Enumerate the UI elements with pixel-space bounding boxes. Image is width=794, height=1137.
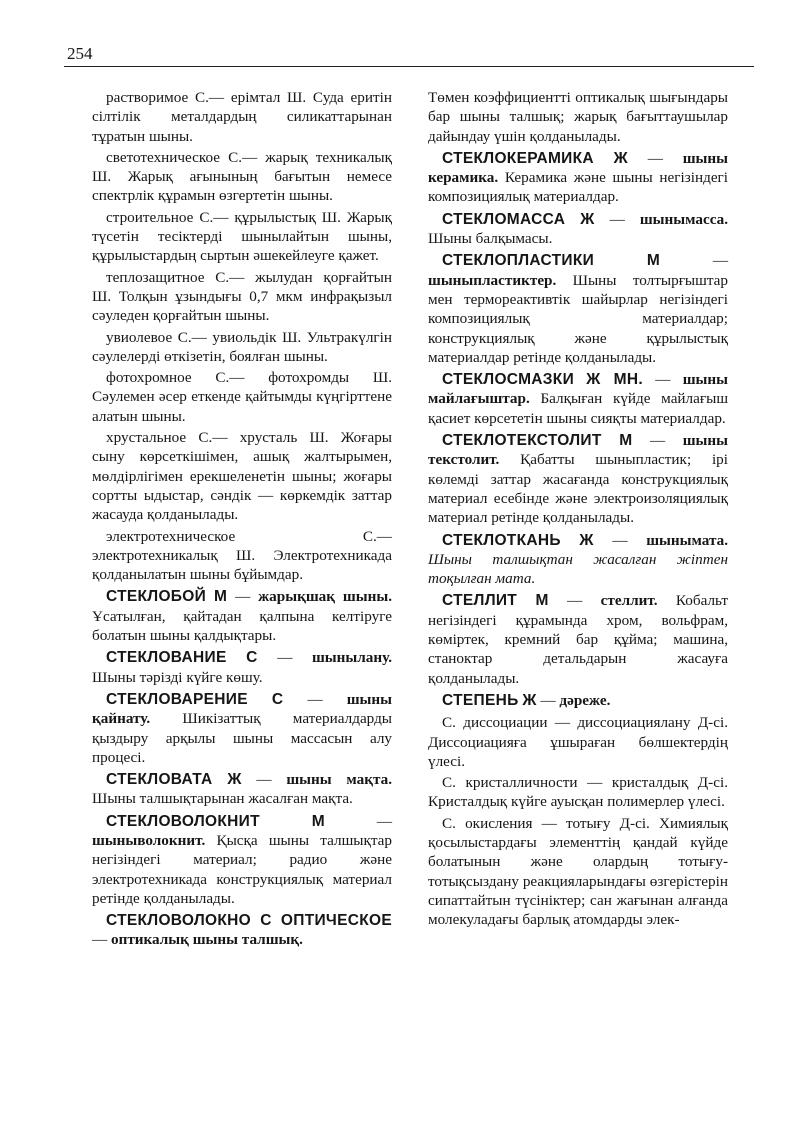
entry-text: Балқыған күйде майлағыш қасиет көрсететін шыны сияқты материалдар. bbox=[428, 390, 729, 427]
entry-gram: С bbox=[271, 690, 284, 708]
entry-text: С. кристалличности — кристалдық Д-сі. Кристалдық күйге ауысқан полимерлер үлесі. bbox=[428, 774, 728, 811]
entry-text: растворимое С.— ерімтал Ш. Суда еритін сілтілік металдардың силикаттарынан тұратын шыны. bbox=[92, 89, 392, 145]
entry-text: строительное С.— құрылыстық Ш. Жарық түсетін тесіктерді шынылайтын шыны, құрылыстардың сыртын әшекейлеуге қажет. bbox=[92, 208, 392, 265]
entry bbox=[92, 428, 392, 524]
entry bbox=[428, 713, 728, 771]
entry bbox=[92, 148, 392, 206]
dictionary-entry: СТЕКЛОВОЛОКНИТ М — шыныволокнит. Қысқа шыны талшықтар негізіндегі материал; радио және электротехникада конструкциялық материал ретінде қолданылады. bbox=[92, 812, 393, 907]
entry-gloss: шыны мақта. bbox=[286, 771, 392, 789]
dictionary-entry: СТЕКЛОСМАЗКИ Ж МН. — шыны майлағыштар. Балқыған күйде майлағыш қасиет көрсететін шыны сияқты материалдар. bbox=[428, 371, 729, 427]
dictionary-entry: СТЕКЛОБОЙ М — жарықшақ шыны. Ұсатылған, қайтадан қалпына келтіруге болатын шыны қалдықтары. bbox=[92, 588, 392, 645]
entry-gloss: шынылану. bbox=[311, 649, 393, 667]
entry-gloss: дәреже. bbox=[559, 691, 611, 709]
entry-text: С. диссоциации — диссоциациялану Д-сі. Диссоциацияға ұшыраған бөлшектердің үлесі. bbox=[428, 714, 728, 770]
entry-gloss: шыны текстолит. bbox=[428, 432, 729, 469]
dictionary-entry: СТЕКЛОПЛАСТИКИ М — шыныпластиктер. Шыны толтырғыштар мен термореактивтік шайырлар негізіндегі композициялық материалдар; конструкциялық және құрылыстық материалдар ретінде қолданылады. bbox=[428, 252, 728, 366]
entry-text: Шыны талшықтарынан жасалған мақта. bbox=[92, 790, 353, 808]
entry-text: электротехническое С.— электротехникалық Ш. Электротехникада қолданылатын шыны бұйымдар. bbox=[92, 527, 392, 584]
entry-text: Ұсатылған, қайтадан қалпына келтіруге болатын шыны қалдықтары. bbox=[92, 607, 392, 645]
entry-text: хрустальное С.— хрусталь Ш. Жоғары сыну көрсеткішімен, ашық жалтырымен, мөлдірлігімен ерекшеленетін шыны; жоғары сортты ыдыстар, сәндік — көркемдік заттар жасауда қолданылады. bbox=[92, 429, 392, 524]
entry-headword: СТЕЛЛИТ bbox=[442, 592, 518, 610]
entry-gram: С bbox=[246, 649, 258, 667]
entry-headword: СТЕКЛОСМАЗКИ bbox=[442, 371, 575, 389]
entry-text: Кобальт негізіндегі құрамында хром, вольфрам, көміртек, кремний бар құйма; машина, станоктар детальдарын жасауға қолданылады. bbox=[428, 592, 729, 687]
entry bbox=[428, 773, 728, 812]
entry-gloss: шыныпластиктер. bbox=[428, 271, 557, 289]
dictionary-entry: СТЕКЛОВАНИЕ С — шынылану. Шыны тәрізді күйге көшу. bbox=[92, 649, 393, 686]
entry-text: Шыны тәрізді күйге көшу. bbox=[92, 668, 263, 686]
entry-gram: Ж bbox=[579, 531, 594, 549]
entry bbox=[92, 328, 392, 367]
dictionary-entry: СТЕКЛОВАТА Ж — шыны мақта. Шыны талшықтарынан жасалған мақта. bbox=[92, 771, 392, 808]
entry-text: Шыны талшықтан жасалған жіптен тоқылған мата. bbox=[428, 550, 728, 588]
entry-gram: Ж bbox=[522, 691, 537, 709]
entry-gram: М bbox=[535, 592, 549, 610]
left-column bbox=[92, 88, 392, 953]
entry-text: теплозащитное С.— жылудан қорғайтын Ш. Толқын ұзындығы 0,7 мкм инфрақызыл сәуледен қорғайтын шыны. bbox=[92, 268, 392, 325]
entry bbox=[428, 88, 728, 146]
entry-gloss: шынымата. bbox=[646, 531, 729, 549]
entry-gram: Ж bbox=[580, 210, 595, 228]
entry-gloss: жарықшақ шыны. bbox=[258, 588, 392, 606]
entry bbox=[92, 527, 392, 585]
entry-gloss: оптикалық шыны талшық. bbox=[110, 931, 303, 949]
entry-text: Қабатты шыныпластик; ірі көлемді заттар жасағанда конструкциялық материал есебінде және электроизоляциялық материал ретінде қолданылады. bbox=[428, 451, 728, 527]
dictionary-entry: СТЕКЛОТКАНЬ Ж — шынымата. Шыны талшықтан жасалған жіптен тоқылған мата. bbox=[428, 531, 729, 588]
entry-headword: СТЕПЕНЬ bbox=[442, 691, 519, 709]
right-column bbox=[428, 88, 728, 931]
entry-gram: М bbox=[619, 432, 633, 450]
entry-headword: СТЕКЛОВОЛОКНИТ bbox=[106, 812, 260, 830]
dictionary-entry: СТЕКЛОМАССА Ж — шынымасса. Шыны балқымасы. bbox=[428, 210, 729, 248]
entry-headword: СТЕКЛОТКАНЬ bbox=[442, 531, 561, 549]
entry-text: С. окисления — тотығу Д-сі. Химиялық қосылыстардағы элементтің қандай күйде болатынын және олардың тотығу-тотықсыздану реакцияларындағы өзгерістерін сипаттайтын түсініктер; сан жағынан алғанда молекуладағы барлық атомдарды элек- bbox=[428, 814, 728, 929]
entry-text: Керамика және шыны негізіндегі композициялық материалдар. bbox=[428, 169, 729, 206]
dictionary-entry: СТЕКЛОВАРЕНИЕ С — шыны қайнату. Шикізаттық материалдарды қыздыру арқылы шыны массасын алу процесі. bbox=[92, 690, 393, 766]
entry-headword: СТЕКЛОВОЛОКНО С ОПТИЧЕСКОЕ bbox=[106, 912, 392, 930]
entry-headword: СТЕКЛОКЕРАМИКА bbox=[442, 149, 594, 167]
entry-headword: СТЕКЛОПЛАСТИКИ bbox=[442, 252, 595, 270]
entry-gram: Ж МН. bbox=[586, 371, 643, 389]
entry-gloss: шыны қайнату. bbox=[92, 690, 392, 728]
entry-gram: Ж bbox=[613, 149, 628, 167]
entry bbox=[92, 88, 392, 146]
entry-headword: СТЕКЛОВАТА bbox=[106, 771, 213, 789]
entry-gloss: шынымасса. bbox=[639, 210, 729, 228]
entry-text: Шикізаттық материалдарды қыздыру арқылы шыны массасын алу процесі. bbox=[92, 710, 393, 766]
entry-headword: СТЕКЛОВАНИЕ bbox=[106, 649, 227, 667]
entry-gloss: шыны майлағыштар. bbox=[428, 371, 728, 408]
entry-gram: М bbox=[646, 252, 661, 270]
entry-text: Төмен коэффициентті оптикалық шығындары бар шыны талшық; жарық бағыттаушылар дайындау үшін қолданылады. bbox=[428, 89, 728, 145]
dictionary-entry: СТЕКЛОТЕКСТОЛИТ М — шыны текстолит. Қабатты шыныпластик; ірі көлемді заттар жасағанда конструкциялық материал есебінде және электроизоляциялық материал ретінде қолданылады. bbox=[428, 432, 729, 527]
entry-headword: СТЕКЛОТЕКСТОЛИТ bbox=[442, 432, 602, 450]
entry bbox=[428, 814, 728, 930]
page-number: 254 bbox=[67, 44, 93, 63]
entry-gloss: шыныволокнит. bbox=[92, 831, 206, 849]
entry-gram: М bbox=[311, 812, 325, 830]
dictionary-entry: СТЕКЛОВОЛОКНО С ОПТИЧЕСКОЕ — оптикалық шыны талшық. bbox=[92, 912, 392, 949]
entry bbox=[92, 268, 392, 326]
entry-text: увиолевое С.— увиольдік Ш. Ультракүлгін сәулелерді өткізетін, боялған шыны. bbox=[92, 328, 392, 365]
entry bbox=[92, 208, 392, 266]
entry bbox=[92, 368, 392, 426]
dictionary-entry: СТЕПЕНЬ Ж — дәреже. bbox=[442, 691, 611, 709]
entry-headword: СТЕКЛОМАССА bbox=[442, 210, 566, 228]
dictionary-entry: СТЕКЛОКЕРАМИКА Ж — шыны керамика. Керамика және шыны негізіндегі композициялық материалдар. bbox=[428, 149, 729, 206]
entry-text: фотохромное С.— фотохромды Ш. Сәулемен әсер еткенде қайтымды күңгірттене алатын шыны. bbox=[92, 369, 392, 425]
dictionary-entry: СТЕЛЛИТ М — стеллит. Кобальт негізіндегі құрамында хром, вольфрам, көміртек, кремний бар құйма; машина, станоктар детальдарын жасауға қолданылады. bbox=[428, 592, 729, 687]
entry-gloss: стеллит. bbox=[600, 592, 658, 610]
entry-text: светотехническое С.— жарық техникалық Ш. Жарық ағынының бағытын немесе спектрлік құрамын өзгертетін шыны. bbox=[92, 148, 392, 205]
entry-text: Қысқа шыны талшықтар негізіндегі материал; радио және электротехникада конструкциялық материал ретінде қолданылады. bbox=[92, 831, 393, 907]
entry-headword: СТЕКЛОВАРЕНИЕ bbox=[106, 690, 248, 708]
entry-gram: Ж bbox=[227, 771, 242, 789]
entry-text: Шыны балқымасы. bbox=[428, 230, 553, 248]
entry-gram: М bbox=[213, 588, 228, 606]
entry-text: Шыны толтырғыштар мен термореактивтік шайырлар негізіндегі композициялық материалдар; конструкциялық және құрылыстық материалдар ретінде қолданылады. bbox=[428, 271, 728, 366]
header-rule bbox=[64, 66, 754, 67]
entry-gloss: шыны керамика. bbox=[428, 149, 729, 187]
entry-headword: СТЕКЛОБОЙ bbox=[106, 588, 207, 606]
